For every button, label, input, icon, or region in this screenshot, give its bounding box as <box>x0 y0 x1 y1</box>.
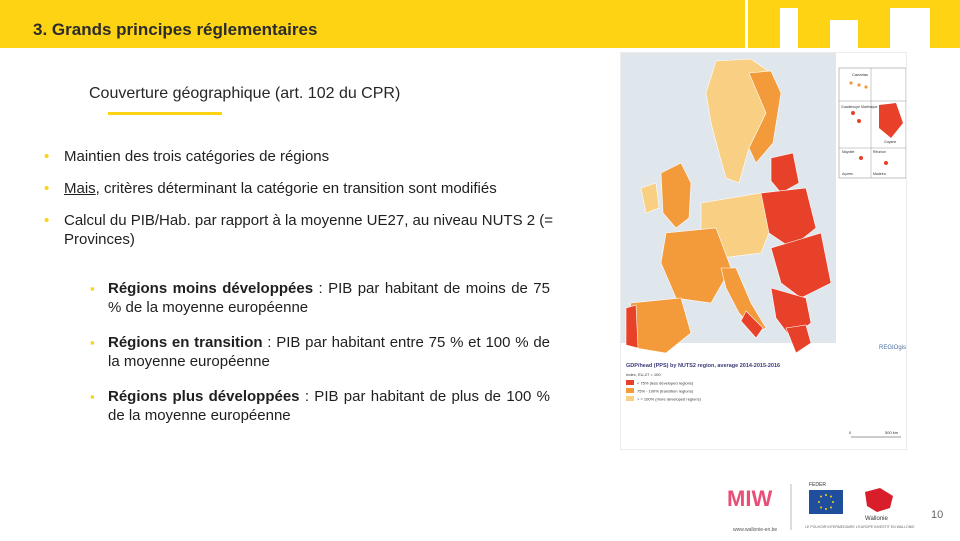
portugal-region <box>626 305 638 348</box>
bullet-dot-icon: • <box>44 180 50 197</box>
brand-blocks <box>748 0 960 48</box>
page-number: 10 <box>931 509 944 521</box>
bullet-item: • Mais, critères déterminant la catégorie en transition sont modifiés <box>44 180 497 197</box>
inset-label: Guadeloupe Martinique <box>841 105 878 109</box>
inset-label: Guyane <box>884 140 897 144</box>
inset-label: Madeira <box>873 172 886 176</box>
bullet-item: • Calcul du PIB/Hab. par rapport à la moyenne UE27, au niveau NUTS 2 (= Provinces) <box>44 212 554 248</box>
subtitle-underline <box>108 112 222 115</box>
square-bullet-icon: ▪ <box>90 281 95 296</box>
legend-label: > = 100% (more developed regions) <box>637 396 701 402</box>
sub-bullet-item: ▪ Régions moins développées : PIB par habitant de moins de 75 % de la moyenne européenne <box>90 280 550 316</box>
square-bullet-icon: ▪ <box>90 389 95 404</box>
legend-label: < 75% (less developed regions) <box>637 380 694 386</box>
miw-logo: MIW <box>727 486 773 511</box>
footer-disclaimer: LE POUVOIR INTERMEDIAIRE L'EUROPE INVESTIT EN WALLONIE <box>805 525 915 529</box>
bullet-item: • Maintien des trois catégories de régions <box>44 148 330 165</box>
wallonie-label: Wallonie <box>865 516 888 522</box>
sub-bullet-item: ▪ Régions plus développées : PIB par habitant de plus de 100 % de la moyenne européenne <box>90 388 550 424</box>
square-bullet-icon: ▪ <box>90 335 95 350</box>
footer-logos-graphic <box>725 478 935 536</box>
map-image <box>621 53 906 449</box>
inset-label: Réunion <box>873 150 887 154</box>
sub-bullet-item: ▪ Régions en transition : PIB par habitant entre 75 % et 100 % de la moyenne européenne <box>90 334 550 370</box>
legend-header: Index, EU-27 = 100 <box>626 372 661 377</box>
sub-bullet-list <box>90 279 550 441</box>
section-subtitle: Couverture géographique (art. 102 du CPR) <box>89 85 401 102</box>
eu-flag-icon <box>809 490 843 514</box>
eu-regions-map <box>620 52 907 450</box>
legend-label: 75% - 100% (transition regions) <box>637 388 694 394</box>
inset-label: Canarias <box>852 72 869 77</box>
bullet-list <box>44 147 604 262</box>
regiogis-logo: REGIOgis <box>879 345 906 351</box>
footer-logos <box>725 478 935 536</box>
wallonie-rooster-icon <box>865 488 893 512</box>
svg-text:0: 0 <box>849 430 852 435</box>
bullet-dot-icon: • <box>44 148 50 165</box>
legend-swatch-more-developed <box>626 396 634 401</box>
legend-swatch-transition <box>626 388 634 393</box>
map-title: GDP/head (PPS) by NUTS2 region, average 2014-2015-2016 <box>626 363 781 369</box>
svg-text:500 km: 500 km <box>885 430 899 435</box>
inset-label: Açores <box>842 172 853 176</box>
bullet-dot-icon: • <box>44 212 50 229</box>
inset-label: Mayotte <box>842 150 855 154</box>
page-title: 3. Grands principes réglementaires <box>33 20 318 39</box>
legend-swatch-less-developed <box>626 380 634 385</box>
feder-label: FEDER <box>809 482 826 488</box>
website-text: www.wallonie-en.be <box>733 527 778 533</box>
